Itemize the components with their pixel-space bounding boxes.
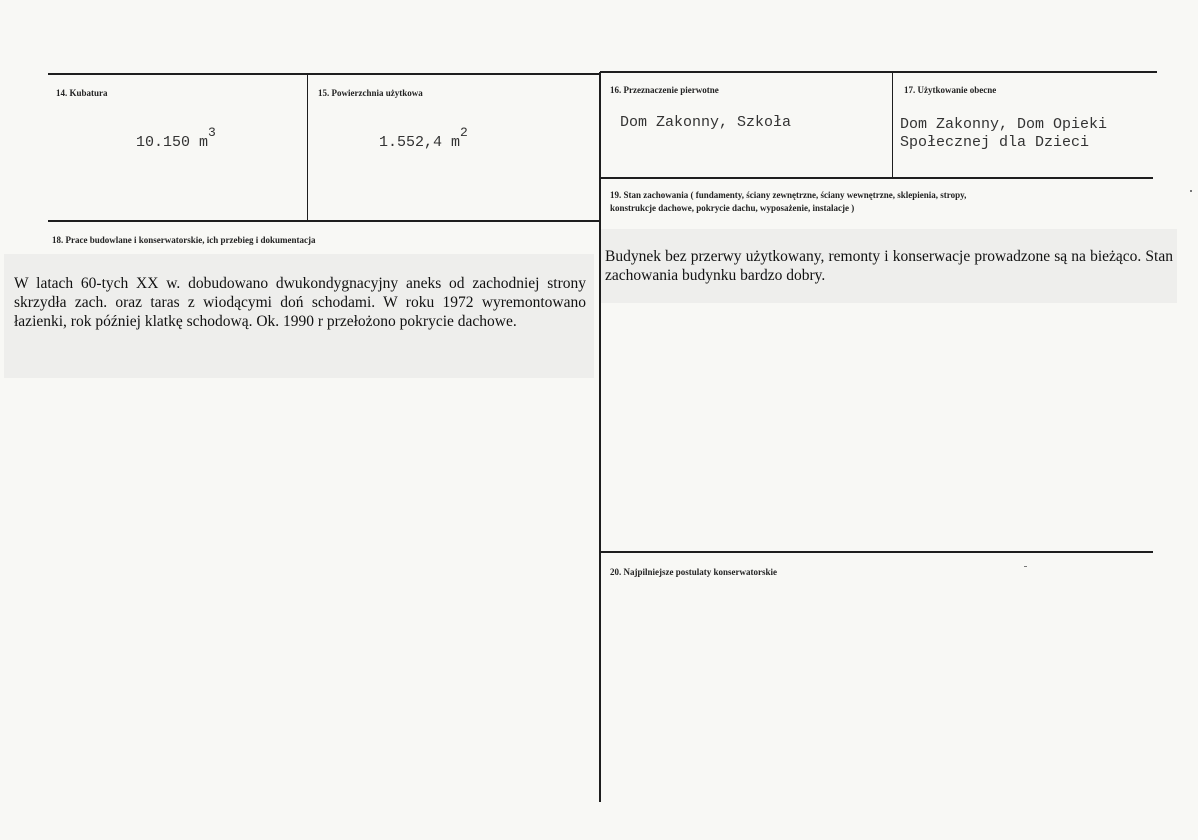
field-15-label: 15. Powierzchnia użytkowa bbox=[318, 88, 423, 98]
top-rule-right bbox=[600, 71, 1157, 73]
divider-16-17 bbox=[892, 73, 893, 177]
field-19-label-line2: konstrukcje dachowe, pokrycie dachu, wyposażenie, instalacje ) bbox=[610, 203, 855, 213]
field-14-value bbox=[136, 125, 216, 152]
field-20-label: 20. Najpilniejsze postulaty konserwatorskie bbox=[610, 567, 777, 577]
field-14-number: 10.150 m bbox=[136, 134, 209, 151]
field-17-value-line2: Społecznej dla Dzieci bbox=[900, 134, 1090, 151]
top-rule-left bbox=[48, 73, 600, 75]
field-14-exponent: 3 bbox=[208, 125, 216, 140]
field-18-pasted-text bbox=[4, 254, 594, 378]
paper-speck bbox=[1024, 566, 1027, 567]
field-19-text: Budynek bez przerwy użytkowany, remonty i konserwacje prowadzone są na bieżąco. Stan zachowania budynku bardzo dobry. bbox=[605, 248, 1173, 284]
field-19-label-line1: 19. Stan zachowania ( fundamenty, ściany zewnętrzne, ściany wewnętrzne, sklepienia, stropy, bbox=[610, 190, 967, 200]
field-15-exponent: 2 bbox=[460, 125, 468, 140]
paper-speck bbox=[1190, 190, 1192, 192]
center-divider bbox=[599, 72, 601, 802]
field-16-value: Dom Zakonny, Szkoła bbox=[620, 114, 792, 131]
field-15-value bbox=[379, 125, 468, 152]
field-17-value-line1: Dom Zakonny, Dom Opieki bbox=[900, 116, 1108, 133]
field-18-text: W latach 60-tych XX w. dobudowano dwukondygnacyjny aneks od zachodniej strony skrzydła zach. oraz taras z wiodącymi doń schodami. W roku 1972 wyremontowano łazienki, rok później klatkę schodową. Ok. 1990 r przełożono pokrycie dachowe. bbox=[14, 275, 586, 330]
field-17-label: 17. Użytkowanie obecne bbox=[904, 85, 997, 95]
field-16-label: 16. Przeznaczenie pierwotne bbox=[610, 85, 719, 95]
rule-under-16-17 bbox=[600, 177, 1153, 179]
rule-above-20 bbox=[600, 551, 1153, 553]
rule-under-14-15 bbox=[48, 220, 600, 222]
field-19-pasted-text bbox=[601, 229, 1177, 303]
field-15-number: 1.552,4 m bbox=[379, 134, 461, 151]
field-18-label: 18. Prace budowlane i konserwatorskie, ich przebieg i dokumentacja bbox=[52, 235, 316, 245]
divider-14-15 bbox=[307, 75, 308, 221]
field-14-label: 14. Kubatura bbox=[56, 88, 108, 98]
